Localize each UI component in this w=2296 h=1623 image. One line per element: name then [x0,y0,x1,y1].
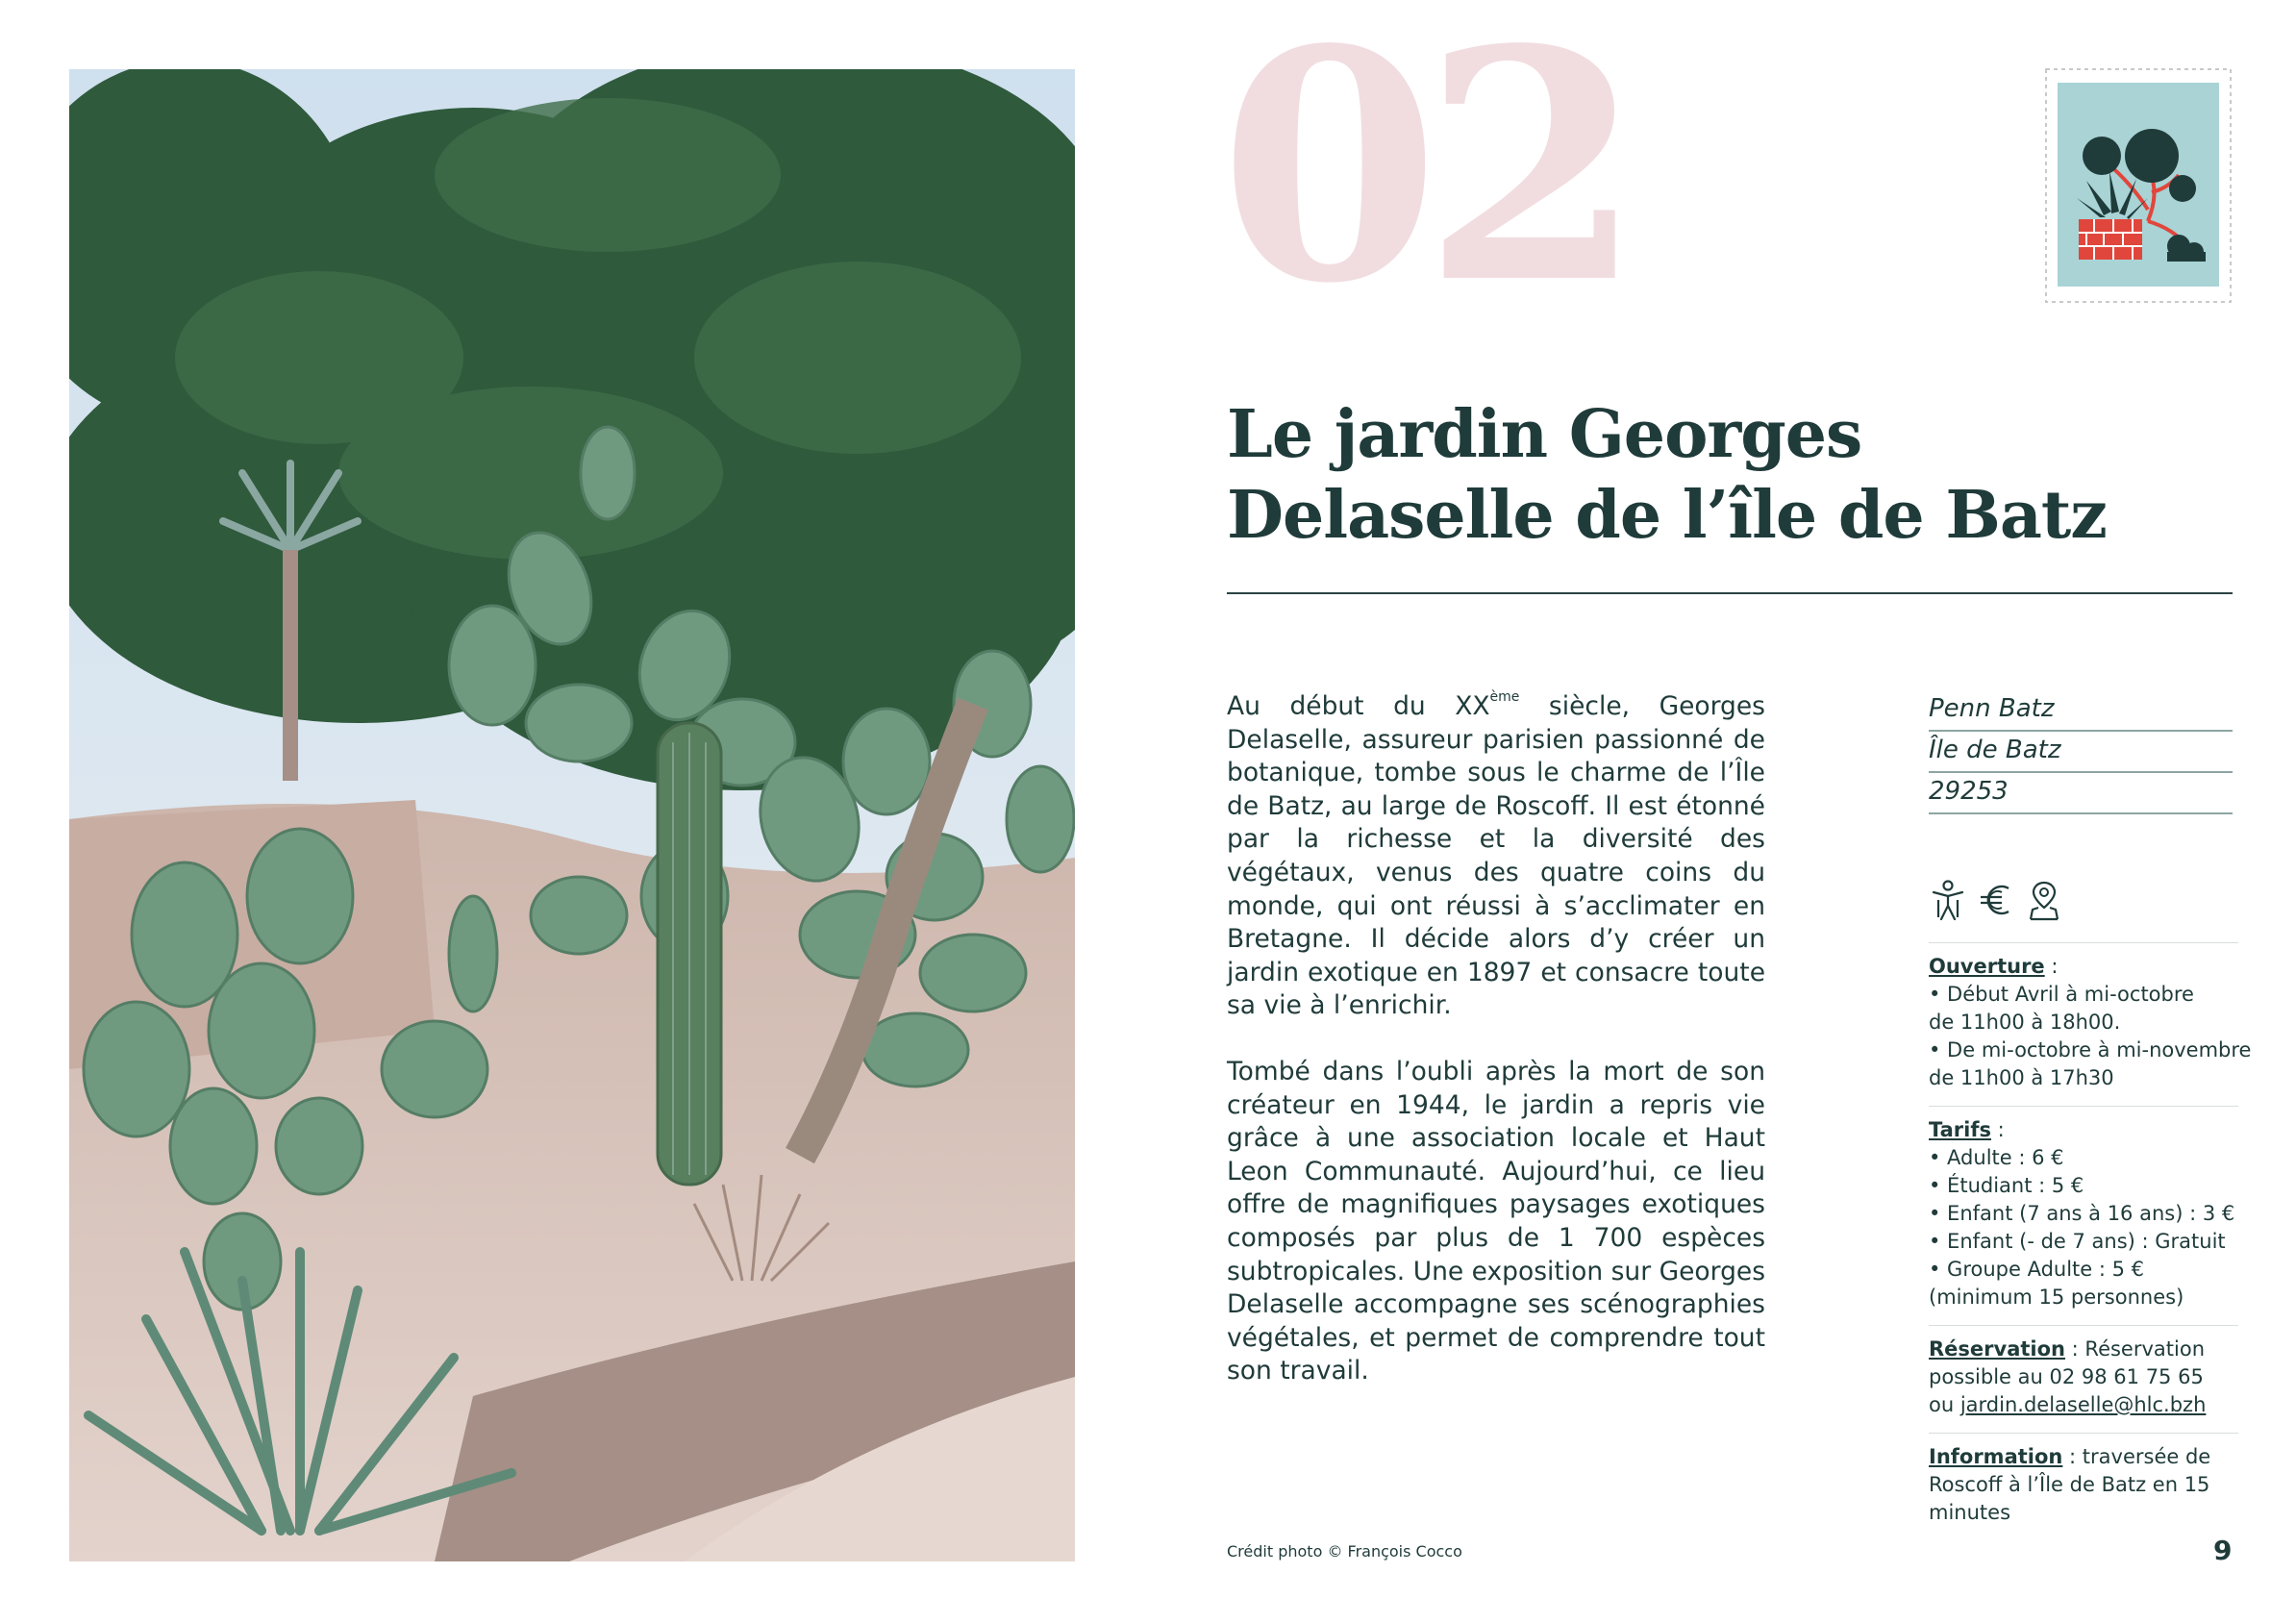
price-line: • Groupe Adulte : 5 € [1929,1258,2145,1281]
paragraph-2: Tombé dans l’oubli après la mort de son créateur en 1944, le jardin a repris vie grâce à une association locale et Haut Leon Communauté. Aujourd’hui, ce lieu offre de magnifiques paysages exotiques composés par plus de 1 700 espèces subtropicales. Une exposition sur Georges Delaselle accompagne ses scénographies végétales, et permet de comprendre tout son travail. [1227,1056,1765,1386]
practical-info [1929,942,2252,1540]
body-text [1227,690,1765,1421]
price-line: • Étudiant : 5 € [1929,1174,2084,1197]
euro-icon [1977,879,2015,921]
opening-hours-line: • De mi-octobre à mi-novembre [1929,1038,2252,1061]
price-line: • Enfant (7 ans à 16 ans) : 3 € [1929,1202,2235,1225]
information [1929,1433,2238,1540]
address-line: Île de Batz [1929,732,2233,773]
location-person-icon [2025,879,2063,921]
reservation-phone: possible au 02 98 61 75 65 [1929,1365,2204,1388]
info-icons [1929,879,2063,923]
title-line-2: Delaselle de l’île de Batz [1227,477,2107,554]
opening-hours-colon: : [2044,955,2059,978]
paragraph-1 [1227,690,1765,1023]
opening-hours-line: • Début Avril à mi-octobre [1929,983,2194,1006]
address-line: Penn Batz [1929,690,2233,732]
title-line-1: Le jardin Georges [1227,396,1862,473]
paragraph-1-start: Au début du XX [1227,691,1490,721]
page-title [1227,394,2236,556]
reservation-heading: Réservation [1929,1337,2065,1361]
reservation [1929,1325,2238,1433]
prices [1929,1106,2238,1325]
information-line: Roscoff à l’Île de Batz en 15 [1929,1473,2210,1496]
price-line: (minimum 15 personnes) [1929,1286,2184,1309]
chapter-number: 02 [1219,0,1627,353]
address-line: 29253 [1929,773,2233,814]
photo-credit: Crédit photo © François Cocco [1227,1542,1462,1561]
accessibility-icon [1929,879,1967,921]
information-heading: Information [1929,1445,2063,1468]
opening-hours-heading: Ouverture [1929,955,2045,978]
opening-hours-line: de 11h00 à 17h30 [1929,1066,2114,1089]
superscript-eme: ème [1489,689,1520,705]
opening-hours-line: de 11h00 à 18h00. [1929,1011,2121,1034]
price-line: • Adulte : 6 € [1929,1146,2064,1169]
title-divider [1227,592,2233,594]
price-line: • Enfant (- de 7 ans) : Gratuit [1929,1230,2226,1253]
email-link[interactable]: jardin.delaselle@hlc.bzh [1959,1393,2207,1416]
address-block [1929,690,2233,814]
reservation-or: ou [1929,1393,1960,1416]
reservation-text: : Réservation [2065,1337,2206,1361]
garden-photo [69,69,1075,1561]
paragraph-1-rest: siècle, Georges Delaselle, assureur parisien passionné de botanique, tombe sous le charme de l’Île de Batz, au large de Roscoff. Il est étonné par la richesse et la diversité des végétaux, venus des quatre coins du monde, qui ont réussi à s’acclimater en Bretagne. Il décide alors d’y créer un jardin exotique en 1897 et consacre toute sa vie à l’enrichir. [1227,691,1765,1021]
information-line: minutes [1929,1501,2011,1524]
page-number: 9 [2213,1535,2233,1566]
opening-hours [1929,942,2252,1106]
prices-colon: : [1990,1118,2005,1141]
information-text: : traversée de [2062,1445,2211,1468]
stamp-illustration [2044,67,2233,304]
prices-heading: Tarifs [1929,1118,1991,1141]
